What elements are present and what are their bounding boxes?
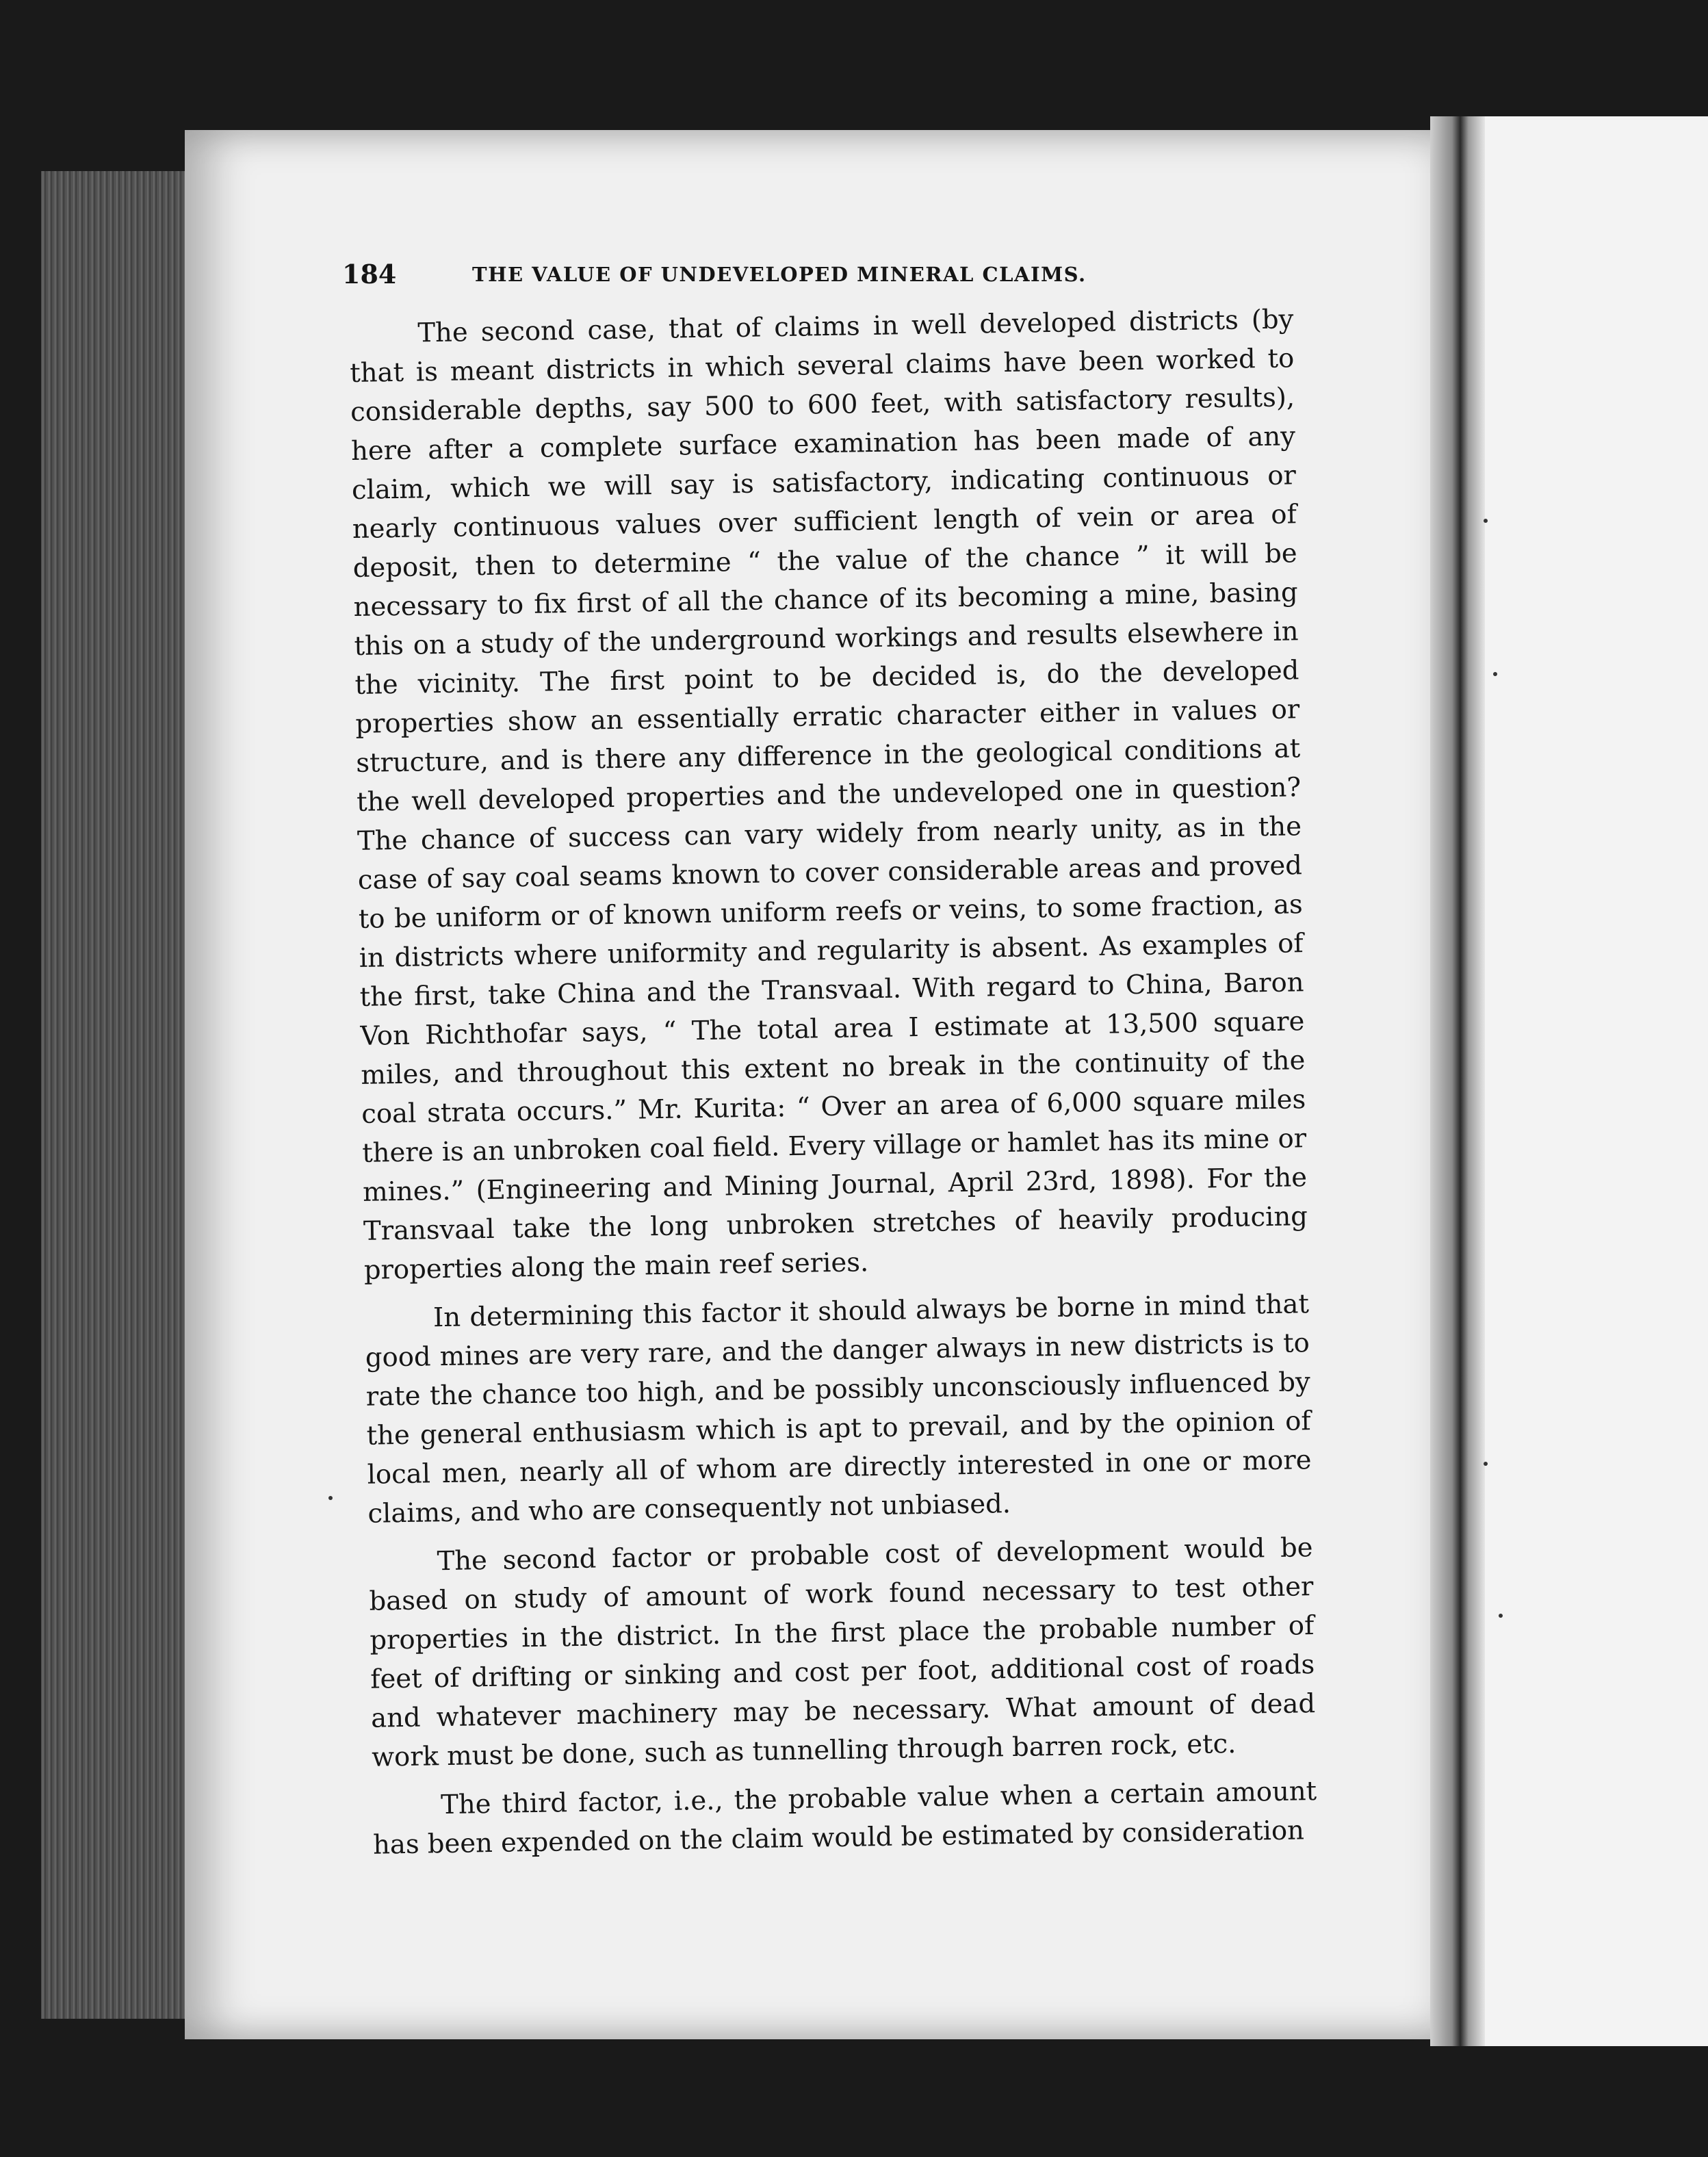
speck bbox=[1484, 519, 1488, 523]
page-header bbox=[342, 259, 1300, 300]
right-page bbox=[1471, 116, 1708, 2046]
running-title: THE VALUE OF UNDEVELOPED MINERAL CLAIMS. bbox=[472, 263, 1087, 286]
speck bbox=[1499, 1614, 1503, 1618]
speck bbox=[328, 1496, 333, 1500]
speck bbox=[1484, 1462, 1488, 1466]
book-gutter bbox=[1430, 116, 1485, 2046]
paragraph: The second case, that of claims in well developed districts (by that is meant districts in which several claims have been worked to considerable depths, say 500 to 600 feet, with satisfactory results), here after a complete surface examination has been made of any claim, which we will say is satisfactory, indicating continuous or nearly continuous values over sufficient length of vein or area of deposit, then to determine “ the value of the chance ” it will be necessary to fix first of all the chance of its becoming a mine, basing this on a study of the underground workings and results elsewhere in the vicinity. The first point to be decided is, do the developed properties show an essentially erratic character either in values or structure, and is there any difference in the geological conditions at the well developed properties and the undeveloped one in question? The chance of success can vary widely from nearly unity, as in the case of say coal seams known to cover considerable areas and proved to be uniform or of known uniform reefs or veins, to some fraction, as in districts where uniformity and regularity is absent. As examples of the first, take China and the Transvaal. With regard to China, Baron Von Richthofar says, “ The total area I estimate at 13,500 square miles, and throughout this extent no break in the continuity of the coal strata occurs.” Mr. Kurita: “ Over an area of 6,000 square miles there is an unbroken coal field. Every village or hamlet has its mine or mines.” (Engineering and Mining Journal, April 23rd, 1898). For the Transvaal take the long unbroken stretches of heavily producing properties along the main reef series. bbox=[349, 304, 1308, 1286]
body-text bbox=[349, 300, 1318, 1874]
speck bbox=[1493, 672, 1497, 676]
paragraph: The second factor or probable cost of development would be based on study of amount of work found necessary to test other properties in the district. In the first place the probable number of feet of drifting or sinking and cost per foot, additional cost of roads and whatever machinery may be necessary. What amount of dead work must be done, such as tunnelling through barren rock, etc. bbox=[369, 1532, 1316, 1773]
page-number: 184 bbox=[342, 259, 397, 289]
paragraph: In determining this factor it should always be borne in mind that good mines are very rare, and the danger always in new districts is to rate the chance too high, and be possibly unconsciously influenced by the general enthusiasm which is apt to prevail, and by the opinion of local men, nearly all of whom are directly interested in one or more claims, and who are consequently not unbiased. bbox=[365, 1289, 1312, 1529]
page-stack-edge bbox=[41, 171, 192, 2019]
paragraph: The third factor, i.e., the probable value when a certain amount has been expended on the claim would be estimated by consideration bbox=[372, 1776, 1317, 1861]
